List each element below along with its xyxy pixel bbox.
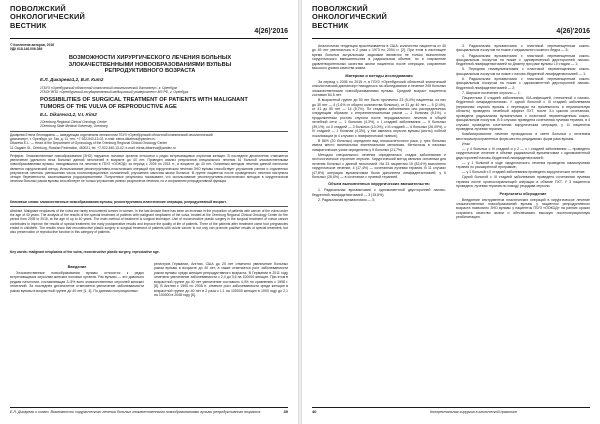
- authors-en: E.L. Dikareva1,2, V.I. Kim2: [40, 112, 97, 117]
- footer-text: Колоректальная хирургия в клинической практике: [430, 410, 517, 414]
- divider: [10, 151, 288, 152]
- paragraph: 7. Широкое иссечение опухоли — 1.: [462, 90, 521, 95]
- page-number: 39: [283, 409, 288, 414]
- divider: [10, 131, 288, 132]
- journal-title: ПОВОЛЖСКИЙ ОНКОЛОГИЧЕСКИЙ ВЕСТНИК: [312, 4, 387, 30]
- paragraph: — у 1 больной с II стадией заболевания проведено хирургическое лечение.: [462, 170, 586, 175]
- paragraph: В возрастной группе до 50 лет было пролечено 23 (9,4%) пациентки, из них до 30 лет — 4 (1,6% от общего количества больных), от 31 до 40 лет — 5 (2,4%), от 41 до 50 лет — 14 (5,7%). По стадиям заболевания они распределились следующим образом: с интраэпителиальным раком — 1 больная (9,1%), с продолженным ростом опухоли после нерадикального лечения в общей лечебной сети — 1 больная (4,3%), с I стадией заболевания — 9 больных (39,1%), со II стадией — 3 больных (13,0%), с III стадией — 6 больных (26,09%), с IV стадией — 1 больная (4,3%), у них имелись опухоли вульвы (кисты) лобной локализации (в 4 случаях с лимфатической тканью).: [312, 98, 446, 138]
- paragraph: 6. Радикальная вульвэктомия с пластикой переменщенным кожно-фасциальным лоскутом на ножке с одномоментной двусторонней пахово-бедренной лимфаденэктомией — 2;: [456, 76, 590, 90]
- intro-column-2: [154, 262, 288, 298]
- page-footer: [10, 407, 288, 416]
- paragraph: 2. Радикальная вульвэктомия — 3;: [318, 197, 375, 202]
- abstract-ru: Реферат. Злокачественные новообразования (ЗНО) наружных половых органов относятся к редко встречающимся опухолям женщин. В последнее десятилетие отмечается увеличение удельного веса больных данной патологией в возрасте до 40 лет. Проведен анализ результатов специального лечения 61 больной злокачественными новообразованиями вульвы, находившихся на лечении в ГБУЗ «ООКОД» за период с 2005 по 2015 гг., в возрасте до 40 лет. Основным методом лечения данной патологии является хирургический метод. Использование реконструктивно-пластических операций при хирургическом лечении ЗНО вульвы способствует улучшению ранних и отдаленных результатов лечения, уменьшению числа послеоперационных осложнений, улучшению качества жизни больных. В группе пациенток после проведенного лечения наступила четыре беременности, закончившиеся родоразрешением. Полученные результаты показывают, что использование реконструктивно-пластических методов в хирургическом лечении больных раком вульвы способствует не только улучшению ранних результатов лечения, но и сохранению репродуктивной функции.: [10, 154, 288, 184]
- paragraph: 4. Радикальная вульвэктомия с пластикой переменщенным кожно-фасциальным лоскутом на ножке с одновременной двусторонней пахово-бедренной лимфаденэктомией по Дюкену при раке вульвы I-II стадии — 1;: [456, 53, 590, 67]
- article-title-ru: ВОЗМОЖНОСТИ ХИРУРГИЧЕСКОГО ЛЕЧЕНИЯ БОЛЬНЫХ ЗЛОКАЧЕСТВЕННЫМИ НОВООБРАЗОВАНИЯМИ ВУЛЬВЫ РЕПРОДУКТИВНОГО ВОЗРАСТА: [68, 55, 232, 75]
- keywords-ru: Ключевые слова: злокачественные новообразования вульвы, реконструктивно-пластические операции, репродуктивный возраст.: [10, 200, 227, 204]
- intro-column-1: [10, 262, 144, 294]
- paragraph: 5. Передняя гемивульвэктомия с пластикой переменщенным кожно-фасциальным лоскутом на ножке с пахово-бедренной лимфаденэктомией — 1;: [456, 67, 590, 76]
- section-heading: Материал и методы исследования: [345, 72, 413, 78]
- journal-header: [10, 5, 288, 39]
- paragraph: регистров Германии, Англии, США до 20 лет отмечено увеличение больных раком вульвы в возрасте до 40 лет, а также отмечается рост заболеваемости раком вульвы среди женщин репродуктивного возраста. В Германии в 2011 году отмечено увеличение заболеваемости с 2,4 до 3,6 на 100000 женщин. При этом в возрастной группе до 40 лет увеличение составило 4,4% по сравнению с 1998 г. [8]. В Англии с 1990 по 2008 гг. отмечен рост заболеваемости среди женщин в возрастной группе до 40 лет в 2 раза с 1,1 на 100000 женщин в 1990 году до 2,1 на 100000 в 2008 году [6].: [154, 262, 288, 298]
- journal-header: [312, 5, 590, 39]
- section-heading: Результаты обсуждение: [499, 190, 547, 196]
- issue-number: 4(26)'2016: [556, 28, 590, 35]
- authors-ru: Е.Л. Дикарева1,2, В.И. Кит2: [40, 77, 104, 82]
- paragraph: Комбинированное лечение проводилось в свете больных с лечением местнораспространенных форм местно-рецидивных форм рака вульвы.: [456, 132, 590, 141]
- paragraph: Одной больной с III стадией заболевания проведено сочетанная лучевая терапия после органосохраняющей операции в объеме ПХТ. У 3 пациенток проведено лучевая терапия по поводу рецидива опухоли.: [456, 175, 590, 189]
- right-column-2: [456, 44, 590, 220]
- paragraph: Пациенткам II стадией заболевания, IIIА-инфекцией, отнесенной к пахово-бедренной лимфаденэктомии. У одной больной с III стадией заболевания (первичная опухоль вульвы с переходом на промежность и перианальную область) проведено лечебный эффект ПХТ, после 3-х циклов сочетанная, проведена радикальная вульвэктомия с пластикой переменщенным кожно-фасциальным лоскутом. В 6 случаях проведена сочетанная лучевая терапия, в 4 случаях проведена сочетанная хирургическая операция, у 11 пациенток проведена лучевая терапия.: [456, 95, 590, 132]
- journal-title: ПОВОЛЖСКИЙ ОНКОЛОГИЧЕСКИЙ ВЕСТНИК: [10, 4, 85, 30]
- article-meta: © Коллектив авторов, 2016 УДК 618.146-006-089: [10, 43, 55, 52]
- article-title-en: POSSIBILITIES OF SURGICAL TREATMENT OF PATIENTS WITH MALIGNANT TUMORS OF THE VULVA OF REPRODUCTIVE AGE: [40, 97, 248, 110]
- footer-text: Е.Л. Дикарева и соавт. Возможности хирургического лечения больных злокачественными новообразованиями вульвы репродуктивного возраста: [10, 410, 261, 414]
- paragraph: 3. Радикальная вульвэктомия с пластикой переменщенным кожно-фасциальным лоскутом на ножке с медиального кожного бедра — 5;: [456, 44, 590, 53]
- keywords-en: Key words: malignant neoplasms of the vulva, reconstructive plastic surgery, reproductive age.: [10, 250, 160, 254]
- right-column-1: [312, 44, 446, 203]
- issue-number: 4(26)'2016: [254, 28, 288, 35]
- paragraph: — у 4 больных с III стадией и у 2 — с I стадией заболевания — проведено хирургическое лечение в объеме радикальной вульвэктомии с одномоментной двусторонней пахово-бедренной лимфаденэктомией;: [456, 146, 590, 160]
- paragraph: В 86% (20 больных) определен вид плоскоклеточного рака, у трех больных имела место вагинальная эпителиальная меланома. Метастазы в паховых лимфатических узлах определены у 5 больных (21,7%).: [312, 138, 446, 152]
- divider: [10, 206, 288, 207]
- page-number: 40: [312, 409, 317, 414]
- section-heading: Объем выполненных хирургических вмешательств:: [328, 181, 430, 187]
- paragraph: Аналогичная тенденция прослеживается в США: количество пациенток от 40 до 49 лет увеличилось в 2 раза с 1973 по 2004 гг. [2]. При этом в настоящее время больных актуальными задачами являются не только выполнение хирургического вмешательства в радикальном объеме, но и сохранение удовлетворительных качества жизни пациенток после операции, сохранение высокого уровня качества жизни.: [312, 44, 446, 71]
- page-footer: [312, 407, 590, 416]
- intro-heading: Введение: [67, 264, 87, 269]
- paragraph: Итак:: [462, 141, 471, 146]
- paragraph: Злокачественные новообразования вульвы относятся к редко встречающимся опухолям женских половых органов. Рак вульвы — это довольно редкая патология, составляющая 3–5% всех злокачественных опухолей женских гениталий. За последнее десятилетие отмечается увеличение заболеваемости раком вульвы в возрастной группе до 40 лет [1, 4]. По данным популяционных: [10, 271, 144, 293]
- paragraph: 1. Радикальная вульвэктомия с одномоментной двусторонней пахово-бедренной лимфаденэктомией — 3 (15,8%);: [312, 188, 446, 197]
- affiliations-ru: 1ГБУЗ «Оренбургский областной клинический онкологический диспансер», г. Оренбург 2ГБОУ ВПО «Оренбургский государственный медицинский университет» МЗ РФ, г. Оренбург: [40, 86, 189, 95]
- paragraph: Методом специального лечения определялась стадия заболевания и гистологическое строение опухоли. Хирургический метод являлся основным для лечения больных с данной патологией. На 23 пациентки 19 (82,6%) выполнено хирургическое лечение, 4 (17,4%) — сочетанная лучевая терапия. В 11 случаях (47,8%) операция вульвэктомии была дополнена лимфаденэктомией; у 6 больных (26,6%) — в сочетании с лучевой терапией.: [312, 152, 446, 180]
- paragraph: — у 1 больной в ходе хирургического лечения проведена химиолучевая терапия по расширенной программе;: [456, 160, 590, 170]
- abstract-en: Abstract. Malignant neoplasms of the vulva are rarely encountered tumors in women. In the last decade there has been an increase in the proportion of patients with cancer of the vulva under the age of 40 years. The analysis of the results of the special treatment of patients with malignant neoplasms of the vulva, treated at the Orenburg Regional Clinical Oncology Center for the period from 2005 to 2015, at the age of up to 40 years. The main method of treatment is surgical technique. Use of reconstructive plastic surgery in the surgical treatment of vulvar cancer contributes to improve the results of special treatment, the early postoperative results and improve the quality of life of patients. Three of the patients after treatment came four pregnancies ended in childbirth. The results show that reconstructive plastic surgery in surgical treatment of patients with vulvar cancer is not only can promote positive results of special treatment, but also preservation of reproductive function in this category of patients.: [10, 209, 288, 235]
- right-page: [302, 0, 600, 424]
- paragraph: Внедрение инструментов пластических операций в хирургическое лечение злокачественных новообразований вульвы у пациенток репродуктивного возраста позволило ЗНО вульвы у пациенток ГБУЗ «ООКОД» на ранних сроках сохранять качество жизни и обеспечивать высокую послеоперационную реабилитацию.: [456, 197, 590, 220]
- left-page: [0, 0, 298, 424]
- contacts: Дикарева Елена Леонидовна — заведующая отделением гинекологии ГБУЗ «Оренбургский областной клинический онкологический диспансер», г. Оренбург, ул. Гая, д. 11, тел. +7-922-540-13-02, e-mail: elena-dikareva@yandex.ru Dikareva E.L. — Head of the Department of Gynecology of the Orenburg Regional Clinical Oncology Center 11 Gagarin St., Orenburg, Russian Federation, 460021, tel. +7-922-540-13-02, e-mail: elena-dikareva@yandex.ru: [10, 133, 213, 150]
- affiliations-en: 1Orenburg Regional Clinical Oncology Center 2Orenburg State Medical University, Orenburg: [40, 120, 108, 129]
- paragraph: За период с 2005 по 2015 гг. в ГБУЗ «Оренбургский областной клинический онкологический диспансер» находилось на обследовании и лечение 245 больных злокачественными новообразованиями вульвы. Средний возраст пациенток составил 64,5 лет.: [312, 79, 446, 98]
